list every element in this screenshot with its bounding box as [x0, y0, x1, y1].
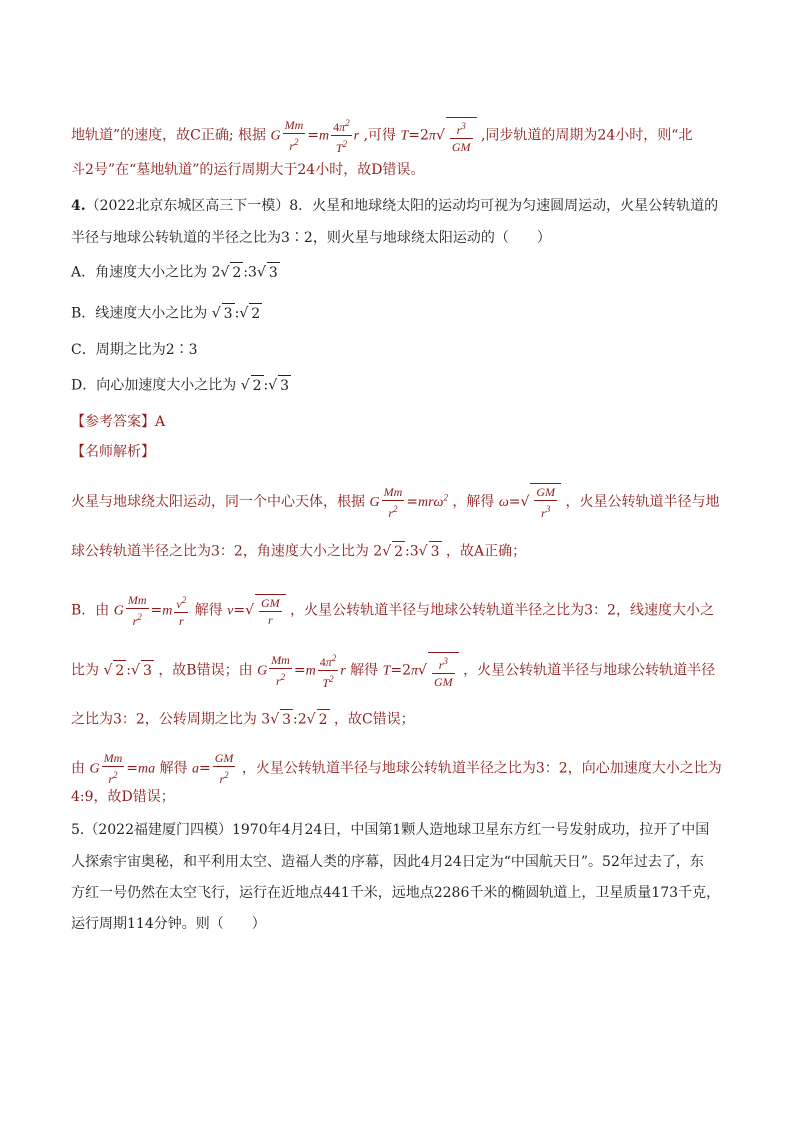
- question-number: 4.: [71, 198, 86, 214]
- text: 火星与地球绕太阳运动，同一个中心天体，根据: [71, 494, 365, 510]
- analysis-line-2: 球公转轨道半径之比为3：2，角速度大小之比为 2√ 2 :3√ 3 ，故A正确；: [71, 541, 526, 562]
- text: B．由: [71, 602, 110, 619]
- analysis-line-d1: 由 G $\frac{Mm}{r^2}$ =ma 解得 a= $\frac{GM}{r^2}$ ，火星公转轨道半径与地球公转轨道半径之比为3：2，向心加速度大小之比为: [71, 751, 722, 786]
- text: ,可得: [363, 127, 397, 144]
- text: ，火星公转轨道半径与地球公转轨道半径之比为3：2，向心加速度大小之比为: [241, 760, 722, 777]
- question-5-line-2: 人探索宇宙奥秘，和平利用太空、造福人类的序幕，因此4月24日定为“中国航天日”。52年过去了，东: [71, 854, 704, 870]
- text: ，解得: [452, 494, 495, 510]
- question-4-stem-1: [71, 196, 718, 216]
- text: 地轨道”的速度，故C正确; 根据: [71, 127, 267, 144]
- analysis-line-c1: 之比为3：2，公转周期之比为 3√ 3 :2√ 2 ，故C错误；: [71, 709, 415, 730]
- text: 解得: [194, 602, 223, 619]
- text: 解得: [159, 760, 188, 777]
- analysis-line-1: 火星与地球绕太阳运动，同一个中心天体，根据 G $\frac{Mm}{r^2}$ =mrω$^2$ ，解得 ω=√ $\frac{GM}{r^3}$ ，火星公转轨道半径与地: [71, 484, 720, 520]
- option-c: C．周期之比为2∶3: [71, 342, 198, 358]
- text: 比为: [71, 662, 99, 679]
- text: A．角速度大小之比为: [71, 264, 208, 281]
- question-5-line-3: 方红一号仍然在太空飞行，运行在近地点441千米，远地点2286千米的椭圆轨道上，卫星质量173千克，: [71, 885, 721, 901]
- option-b: B．线速度大小之比为 √ 3 :√ 2: [71, 303, 262, 324]
- text: ，火星公转轨道半径与地球公转轨道半径之比为3：2，线速度大小之: [290, 602, 714, 619]
- text: ，火星公转轨道半径与地球公转轨道半径: [463, 662, 716, 679]
- analysis-line-b2: 比为 √ 2 :√ 3 ，故B错误；由 G $\frac{Mm}{r^2}$ =m $\frac{4\pi^2}{T^2}$ r 解得 T=2π√ $\frac{r^3}{GM}$ ，火星公转轨道半径与地球公转轨道半径: [71, 650, 715, 691]
- text: 由: [71, 760, 85, 777]
- option-a: A．角速度大小之比为 2√ 2 :3√ 3: [71, 262, 280, 283]
- analysis-line-d2: 4:9，故D错误；: [71, 789, 175, 805]
- text: 解得: [350, 662, 379, 679]
- text: ，故C错误；: [333, 711, 415, 728]
- option-d: D．向心加速度大小之比为 √ 2 :√ 3: [71, 375, 291, 396]
- text: （2022北京东城区高三下一模）8．火星和地球绕太阳的运动均可视为匀速圆周运动，火星公转轨道的: [85, 198, 719, 214]
- analysis-title: 【名师解析】: [71, 444, 155, 460]
- text: ,同步轨道的周期为24小时，则“北: [480, 127, 693, 144]
- text: ，故A正确；: [445, 543, 527, 560]
- text: D．向心加速度大小之比为: [71, 377, 237, 394]
- text: ，故B错误；由: [158, 662, 253, 679]
- reference-answer: 【参考答案】A: [71, 414, 166, 430]
- analysis-line-b1: B．由 G $\frac{Mm}{r^2}$ =m $\frac{v^2}{r}$ 解得 v=√ $\frac{GM}{r}$ ，火星公转轨道半径与地球公转轨道半径之比为3：2，线速度大小之: [71, 593, 714, 628]
- text: ，火星公转轨道半径与地: [565, 494, 720, 510]
- prev-answer-line-1: 地轨道”的速度，故C正确; 根据 G $\frac{Mm}{r^2}$ =m $\frac{4\pi^2}{T^2}$ r ,可得 T=2π√ $\frac{r^3}{GM}$ ,同步轨道的周期为24小时，则“北: [71, 115, 692, 156]
- text: 之比为3：2，公转周期之比为: [71, 711, 257, 728]
- question-5-line-4: 运行周期114分钟。则（ ）: [71, 916, 266, 932]
- question-4-stem-2: 半径与地球公转轨道的半径之比为3∶2，则火星与地球绕太阳运动的（ ）: [71, 230, 551, 246]
- prev-answer-line-2: 斗2号”在“墓地轨道”的运行周期大于24小时，故D错误。: [71, 162, 425, 178]
- text: 球公转轨道半径之比为3：2，角速度大小之比为: [71, 543, 369, 560]
- text: B．线速度大小之比为: [71, 305, 208, 322]
- question-5-line-1: 5.（2022福建厦门四模）1970年4月24日，中国第1颗人造地球卫星东方红一号发射成功，拉开了中国: [71, 822, 710, 838]
